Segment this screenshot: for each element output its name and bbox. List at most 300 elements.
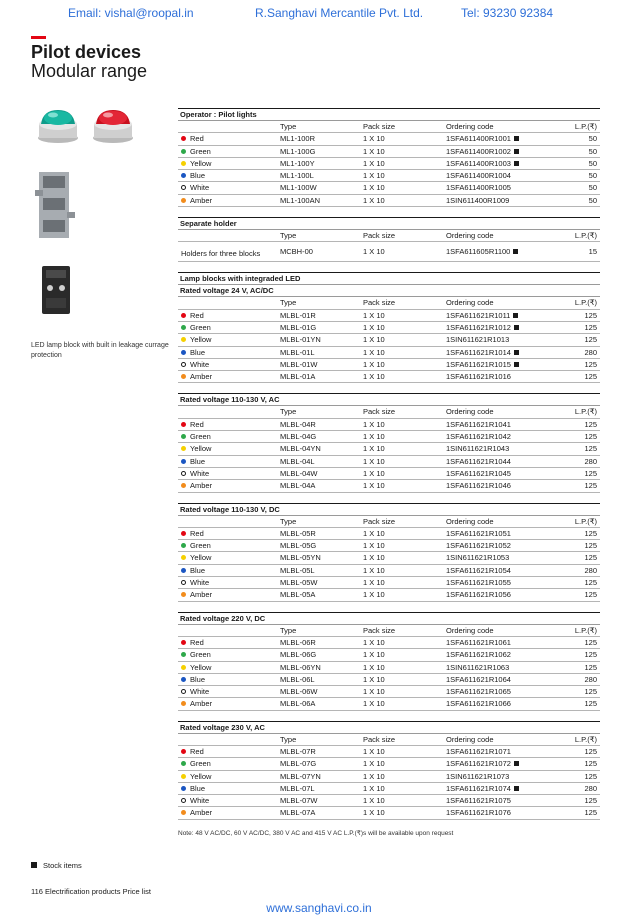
ordering-code: 1SFA611400R1005	[446, 183, 511, 193]
ordering-code-cell	[446, 698, 511, 710]
row-label: White	[190, 468, 210, 478]
table-row	[178, 589, 600, 601]
stock-square-icon	[513, 249, 518, 254]
type-cell: MLBL-05L	[280, 565, 315, 575]
lp-cell: 125	[584, 528, 597, 538]
section-title: Rated voltage 110-130 V, DC	[178, 503, 600, 516]
row-label: Green	[190, 541, 211, 551]
row-label: Amber	[190, 590, 213, 600]
column-header-ordering-code: Ordering code	[446, 122, 494, 131]
row-label: Amber	[190, 699, 213, 709]
stock-square-icon	[514, 136, 519, 141]
table-row	[178, 746, 600, 758]
blue-dot-icon	[181, 459, 186, 464]
pack-size-cell: 1 X 10	[363, 372, 385, 382]
ordering-code: 1SFA611400R1002	[446, 146, 511, 156]
ordering-code: 1SFA611621R1074	[446, 783, 511, 793]
pack-size-cell: 1 X 10	[363, 432, 385, 442]
ordering-code-cell	[446, 443, 509, 455]
type-cell: MLBL-01L	[280, 347, 315, 357]
lp-cell: 125	[584, 310, 597, 320]
table-row	[178, 347, 600, 359]
row-label-cell	[181, 334, 211, 346]
lp-cell: 280	[584, 347, 597, 357]
row-label: Blue	[190, 674, 206, 684]
lp-cell: 125	[584, 808, 597, 818]
column-header-type: Type	[280, 734, 297, 744]
amber-dot-icon	[181, 198, 186, 203]
ordering-code-cell	[446, 456, 511, 468]
type-cell: MCBH-00	[280, 247, 313, 257]
row-label: Green	[190, 432, 211, 442]
row-label: Yellow	[190, 158, 212, 168]
ordering-code: 1SFA611621R1062	[446, 650, 511, 660]
contact-bar	[0, 6, 638, 24]
lp-cell: 50	[588, 146, 597, 156]
stock-square-icon	[31, 862, 37, 868]
table-row	[178, 795, 600, 807]
table-row	[178, 807, 600, 819]
blue-dot-icon	[181, 786, 186, 791]
column-header-ordering-code: Ordering code	[446, 231, 494, 241]
ordering-code: 1SFA611621R1055	[446, 578, 511, 588]
pack-size-cell: 1 X 10	[363, 699, 385, 709]
green-dot-icon	[181, 652, 186, 657]
ordering-code: 1SIN611621R1053	[446, 553, 510, 563]
row-label: White	[190, 359, 210, 369]
ordering-code: 1SFA611621R1041	[446, 419, 511, 429]
row-label-cell	[181, 347, 205, 359]
green-dot-icon	[181, 543, 186, 548]
row-label-cell	[181, 637, 204, 649]
page-title: Pilot devices	[31, 42, 142, 62]
yellow-dot-icon	[181, 555, 186, 560]
pack-size-cell: 1 X 10	[363, 590, 385, 600]
type-cell: MLBL-04YN	[280, 444, 321, 454]
red-dot-icon	[181, 313, 186, 318]
column-header-ordering-code: Ordering code	[446, 516, 494, 526]
ordering-code: 1SFA611621R1066	[446, 699, 511, 709]
red-dot-icon	[181, 136, 186, 141]
pack-size-cell: 1 X 10	[363, 359, 385, 369]
type-cell: MLBL-06A	[280, 699, 316, 709]
table-section	[178, 721, 600, 820]
ordering-code: 1SFA611621R1076	[446, 808, 511, 818]
stock-square-icon	[514, 350, 519, 355]
row-label: Blue	[190, 783, 206, 793]
ordering-code-cell	[446, 674, 511, 686]
table-header	[178, 516, 600, 528]
table-row	[178, 758, 600, 770]
ordering-code-cell	[446, 419, 511, 431]
type-cell: MLBL-07L	[280, 783, 315, 793]
lp-cell: 280	[584, 674, 597, 684]
table-section	[178, 393, 600, 492]
yellow-dot-icon	[181, 337, 186, 342]
amber-dot-icon	[181, 810, 186, 815]
ordering-code: 1SIN611400R1009	[446, 195, 510, 205]
row-label: Amber	[190, 808, 213, 818]
table-row	[178, 146, 600, 158]
pack-size-cell: 1 X 10	[363, 662, 385, 672]
table-section	[178, 108, 600, 207]
type-cell: MLBL-07W	[280, 796, 318, 806]
type-cell: MLBL-07YN	[280, 771, 321, 781]
type-cell: MLBL-01R	[280, 310, 316, 320]
amber-dot-icon	[181, 701, 186, 706]
row-label-cell	[181, 771, 211, 783]
column-header-lp: L.P.(₹)	[574, 122, 597, 131]
lp-cell: 125	[584, 359, 597, 369]
stock-square-icon	[514, 325, 519, 330]
section-title: Separate holder	[178, 217, 600, 230]
ordering-code: 1SFA611621R1071	[446, 746, 511, 756]
table-row	[178, 170, 600, 182]
row-label-cell	[181, 182, 209, 194]
table-row	[178, 310, 600, 322]
ordering-code: 1SFA611621R1011	[446, 310, 511, 320]
ordering-code: 1SFA611621R1042	[446, 432, 511, 442]
ordering-code-cell	[446, 565, 511, 577]
table-row	[178, 322, 600, 334]
row-label: White	[190, 183, 210, 193]
row-label-cell	[181, 158, 211, 170]
row-label-cell	[181, 649, 211, 661]
table-row	[178, 565, 600, 577]
row-label: Blue	[190, 565, 206, 575]
email-link[interactable]: Email: vishal@roopal.in	[68, 6, 194, 20]
ordering-code-cell	[446, 371, 511, 383]
row-label-cell	[181, 244, 261, 264]
column-header-lp: L.P.(₹)	[574, 298, 597, 308]
type-cell: ML1-100AN	[280, 195, 321, 205]
lp-cell: 125	[584, 541, 597, 551]
row-label: Red	[190, 310, 204, 320]
stock-square-icon	[514, 362, 519, 367]
lp-cell: 50	[588, 195, 597, 205]
row-label-cell	[181, 807, 212, 819]
row-label-cell	[181, 528, 204, 540]
section-gap	[178, 602, 600, 612]
lp-cell: 15	[588, 247, 597, 257]
red-dot-icon	[181, 640, 186, 645]
white-dot-icon	[181, 185, 186, 190]
ordering-code: 1SFA611621R1046	[446, 481, 511, 491]
type-cell: MLBL-05R	[280, 528, 316, 538]
type-cell: MLBL-04W	[280, 468, 318, 478]
type-cell: MLBL-07R	[280, 746, 316, 756]
table-row	[178, 242, 600, 262]
table-row	[178, 577, 600, 589]
ordering-code-cell	[446, 807, 511, 819]
pack-size-cell: 1 X 10	[363, 158, 385, 168]
pack-size-cell: 1 X 10	[363, 468, 385, 478]
table-row	[178, 662, 600, 674]
ordering-code: 1SIN611621R1043	[446, 444, 510, 454]
row-label: Yellow	[190, 771, 212, 781]
pack-size-cell: 1 X 10	[363, 419, 385, 429]
column-header-type: Type	[280, 298, 297, 308]
row-label: Yellow	[190, 444, 212, 454]
table-row	[178, 468, 600, 480]
stock-square-icon	[514, 161, 519, 166]
pack-size-cell: 1 X 10	[363, 195, 385, 205]
table-header	[178, 230, 600, 242]
ordering-code: 1SFA611621R1054	[446, 565, 511, 575]
row-label: White	[190, 687, 210, 697]
lp-cell: 125	[584, 419, 597, 429]
ordering-code-cell	[446, 431, 511, 443]
ordering-code-cell	[446, 310, 518, 322]
pack-size-cell: 1 X 10	[363, 808, 385, 818]
type-cell: MLBL-01G	[280, 322, 317, 332]
type-cell: MLBL-05W	[280, 578, 318, 588]
lp-cell: 125	[584, 759, 597, 769]
column-header-type: Type	[280, 407, 297, 417]
ordering-code-cell	[446, 540, 511, 552]
type-cell: MLBL-07A	[280, 808, 316, 818]
website-link[interactable]: www.sanghavi.co.in	[266, 901, 372, 915]
type-cell: MLBL-05G	[280, 541, 317, 551]
row-label-cell	[181, 540, 211, 552]
row-label: Yellow	[190, 662, 212, 672]
table-row	[178, 443, 600, 455]
type-cell: ML1-100L	[280, 171, 314, 181]
white-dot-icon	[181, 580, 186, 585]
table-row	[178, 371, 600, 383]
lp-cell: 125	[584, 687, 597, 697]
section-gap	[178, 493, 600, 503]
ordering-code: 1SFA611400R1004	[446, 171, 511, 181]
amber-dot-icon	[181, 483, 186, 488]
lp-cell: 125	[584, 432, 597, 442]
lp-cell: 280	[584, 783, 597, 793]
row-label: Green	[190, 650, 211, 660]
type-cell: MLBL-04A	[280, 481, 316, 491]
column-header-lp: L.P.(₹)	[574, 516, 597, 526]
table-section	[178, 272, 600, 383]
page-subtitle: Modular range	[31, 61, 148, 81]
ordering-code: 1SFA611400R1001	[446, 134, 511, 144]
row-label-cell	[181, 443, 211, 455]
ordering-code: 1SFA611621R1072	[446, 759, 511, 769]
lp-cell: 125	[584, 322, 597, 332]
yellow-dot-icon	[181, 774, 186, 779]
pack-size-cell: 1 X 10	[363, 565, 385, 575]
pack-size-cell: 1 X 10	[363, 310, 385, 320]
pack-size-cell: 1 X 10	[363, 783, 385, 793]
column-header-lp: L.P.(₹)	[574, 407, 597, 417]
green-dot-icon	[181, 149, 186, 154]
pack-size-cell: 1 X 10	[363, 171, 385, 181]
ordering-code-cell	[446, 322, 519, 334]
type-cell: MLBL-06R	[280, 637, 316, 647]
ordering-code-cell	[446, 795, 511, 807]
row-label-cell	[181, 170, 205, 182]
ordering-code-cell	[446, 746, 511, 758]
type-cell: ML1-100W	[280, 183, 317, 193]
ordering-code-cell	[446, 758, 519, 770]
table-row	[178, 686, 600, 698]
ordering-code: 1SFA611621R1056	[446, 590, 511, 600]
table-row	[178, 419, 600, 431]
white-dot-icon	[181, 798, 186, 803]
green-dot-icon	[181, 434, 186, 439]
ordering-code: 1SFA611621R1052	[446, 541, 511, 551]
pack-size-cell: 1 X 10	[363, 322, 385, 332]
column-header-pack-size: Pack size	[363, 231, 396, 241]
table-section	[178, 503, 600, 602]
ordering-code: 1SFA611621R1012	[446, 322, 511, 332]
row-label-cell	[181, 195, 212, 207]
row-label: Red	[190, 528, 204, 538]
row-label-cell	[181, 589, 212, 601]
section-title: Rated voltage 220 V, DC	[178, 612, 600, 625]
column-header-ordering-code: Ordering code	[446, 298, 494, 308]
ordering-code-cell	[446, 528, 511, 540]
table-row	[178, 158, 600, 170]
ordering-code: 1SIN611621R1073	[446, 771, 510, 781]
row-label: Yellow	[190, 335, 212, 345]
column-header-type: Type	[280, 516, 297, 526]
row-label-cell	[181, 456, 205, 468]
row-label: Red	[190, 134, 204, 144]
section-gap	[178, 207, 600, 217]
type-cell: MLBL-04L	[280, 456, 315, 466]
column-header-pack-size: Pack size	[363, 625, 396, 635]
page-footer: 116 Electrification products Price list	[31, 887, 151, 896]
accent-bar	[31, 36, 46, 39]
ordering-code: 1SFA611621R1051	[446, 528, 511, 538]
lp-cell: 125	[584, 699, 597, 709]
table-row	[178, 698, 600, 710]
table-row	[178, 649, 600, 661]
ordering-code: 1SFA611621R1075	[446, 796, 511, 806]
lp-cell: 280	[584, 565, 597, 575]
pack-size-cell: 1 X 10	[363, 674, 385, 684]
column-header-type: Type	[280, 625, 297, 635]
pack-size-cell: 1 X 10	[363, 687, 385, 697]
section-title: Rated voltage 230 V, AC	[178, 721, 600, 734]
pack-size-cell: 1 X 10	[363, 746, 385, 756]
ordering-code: 1SFA611621R1015	[446, 359, 511, 369]
ordering-code-cell	[446, 334, 509, 346]
table-row	[178, 552, 600, 564]
row-label: Amber	[190, 195, 213, 205]
green-dot-icon	[181, 325, 186, 330]
pack-size-cell: 1 X 10	[363, 528, 385, 538]
table-row	[178, 540, 600, 552]
legend-label: Stock items	[43, 861, 82, 870]
row-label: Amber	[190, 481, 213, 491]
type-cell: MLBL-06G	[280, 650, 317, 660]
price-tables	[178, 108, 600, 820]
blue-dot-icon	[181, 568, 186, 573]
yellow-dot-icon	[181, 446, 186, 451]
ordering-code-cell	[446, 480, 511, 492]
table-row	[178, 182, 600, 194]
type-cell: ML1-100R	[280, 134, 316, 144]
table-header	[178, 406, 600, 418]
pack-size-cell: 1 X 10	[363, 578, 385, 588]
amber-dot-icon	[181, 374, 186, 379]
column-header-ordering-code: Ordering code	[446, 407, 494, 417]
row-label: Yellow	[190, 553, 212, 563]
lp-cell: 50	[588, 158, 597, 168]
type-cell: MLBL-01W	[280, 359, 318, 369]
blue-dot-icon	[181, 173, 186, 178]
ordering-code-cell	[446, 359, 519, 371]
amber-dot-icon	[181, 592, 186, 597]
table-row	[178, 334, 600, 346]
lp-cell: 125	[584, 468, 597, 478]
table-row	[178, 783, 600, 795]
ordering-code: 1SIN611621R1013	[446, 335, 510, 345]
table-row	[178, 528, 600, 540]
pack-size-cell: 1 X 10	[363, 335, 385, 345]
image-caption: LED lamp block with built in leakage currage protection	[31, 342, 169, 359]
ordering-code-cell	[446, 589, 511, 601]
type-cell: MLBL-07G	[280, 759, 317, 769]
lp-cell: 125	[584, 650, 597, 660]
holder-image	[33, 168, 77, 242]
type-cell: ML1-100Y	[280, 158, 315, 168]
row-label-cell	[181, 146, 211, 158]
lp-cell: 50	[588, 183, 597, 193]
row-label-cell	[181, 133, 204, 145]
red-dot-icon	[181, 422, 186, 427]
row-label: Amber	[190, 372, 213, 382]
ordering-code-cell	[446, 133, 519, 145]
pack-size-cell: 1 X 10	[363, 796, 385, 806]
row-label-cell	[181, 371, 212, 383]
section-gap	[178, 711, 600, 721]
row-label-cell	[181, 795, 209, 807]
stock-legend	[31, 861, 82, 870]
ordering-code: 1SFA611621R1061	[446, 637, 511, 647]
ordering-code: 1SFA611621R1065	[446, 687, 511, 697]
type-cell: MLBL-06L	[280, 674, 315, 684]
table-header	[178, 121, 600, 133]
phone-link[interactable]: Tel: 93230 92384	[461, 6, 554, 20]
lp-cell: 125	[584, 746, 597, 756]
column-header-lp: L.P.(₹)	[574, 734, 597, 744]
row-label-cell	[181, 746, 204, 758]
row-label: Green	[190, 322, 211, 332]
row-label-cell	[181, 758, 211, 770]
lp-cell: 125	[584, 335, 597, 345]
pack-size-cell: 1 X 10	[363, 134, 385, 144]
footnote: Note: 48 V AC/DC, 60 V AC/DC, 380 V AC and 415 V AC L.P.(₹)s will be available upon request	[178, 830, 454, 837]
lp-cell: 125	[584, 553, 597, 563]
red-dot-icon	[181, 531, 186, 536]
row-label: Green	[190, 146, 211, 156]
pack-size-cell: 1 X 10	[363, 650, 385, 660]
row-label: White	[190, 578, 210, 588]
table-row	[178, 480, 600, 492]
ordering-code: 1SFA611621R1016	[446, 372, 511, 382]
table-row	[178, 456, 600, 468]
lp-cell: 125	[584, 481, 597, 491]
column-header-pack-size: Pack size	[363, 298, 396, 308]
yellow-dot-icon	[181, 665, 186, 670]
ordering-code-cell	[446, 158, 519, 170]
row-label: Blue	[190, 456, 206, 466]
column-header-ordering-code: Ordering code	[446, 625, 494, 635]
ordering-code: 1SIN611621R1063	[446, 662, 510, 672]
row-label-cell	[181, 565, 205, 577]
company-name: R.Sanghavi Mercantile Pvt. Ltd.	[255, 6, 424, 20]
